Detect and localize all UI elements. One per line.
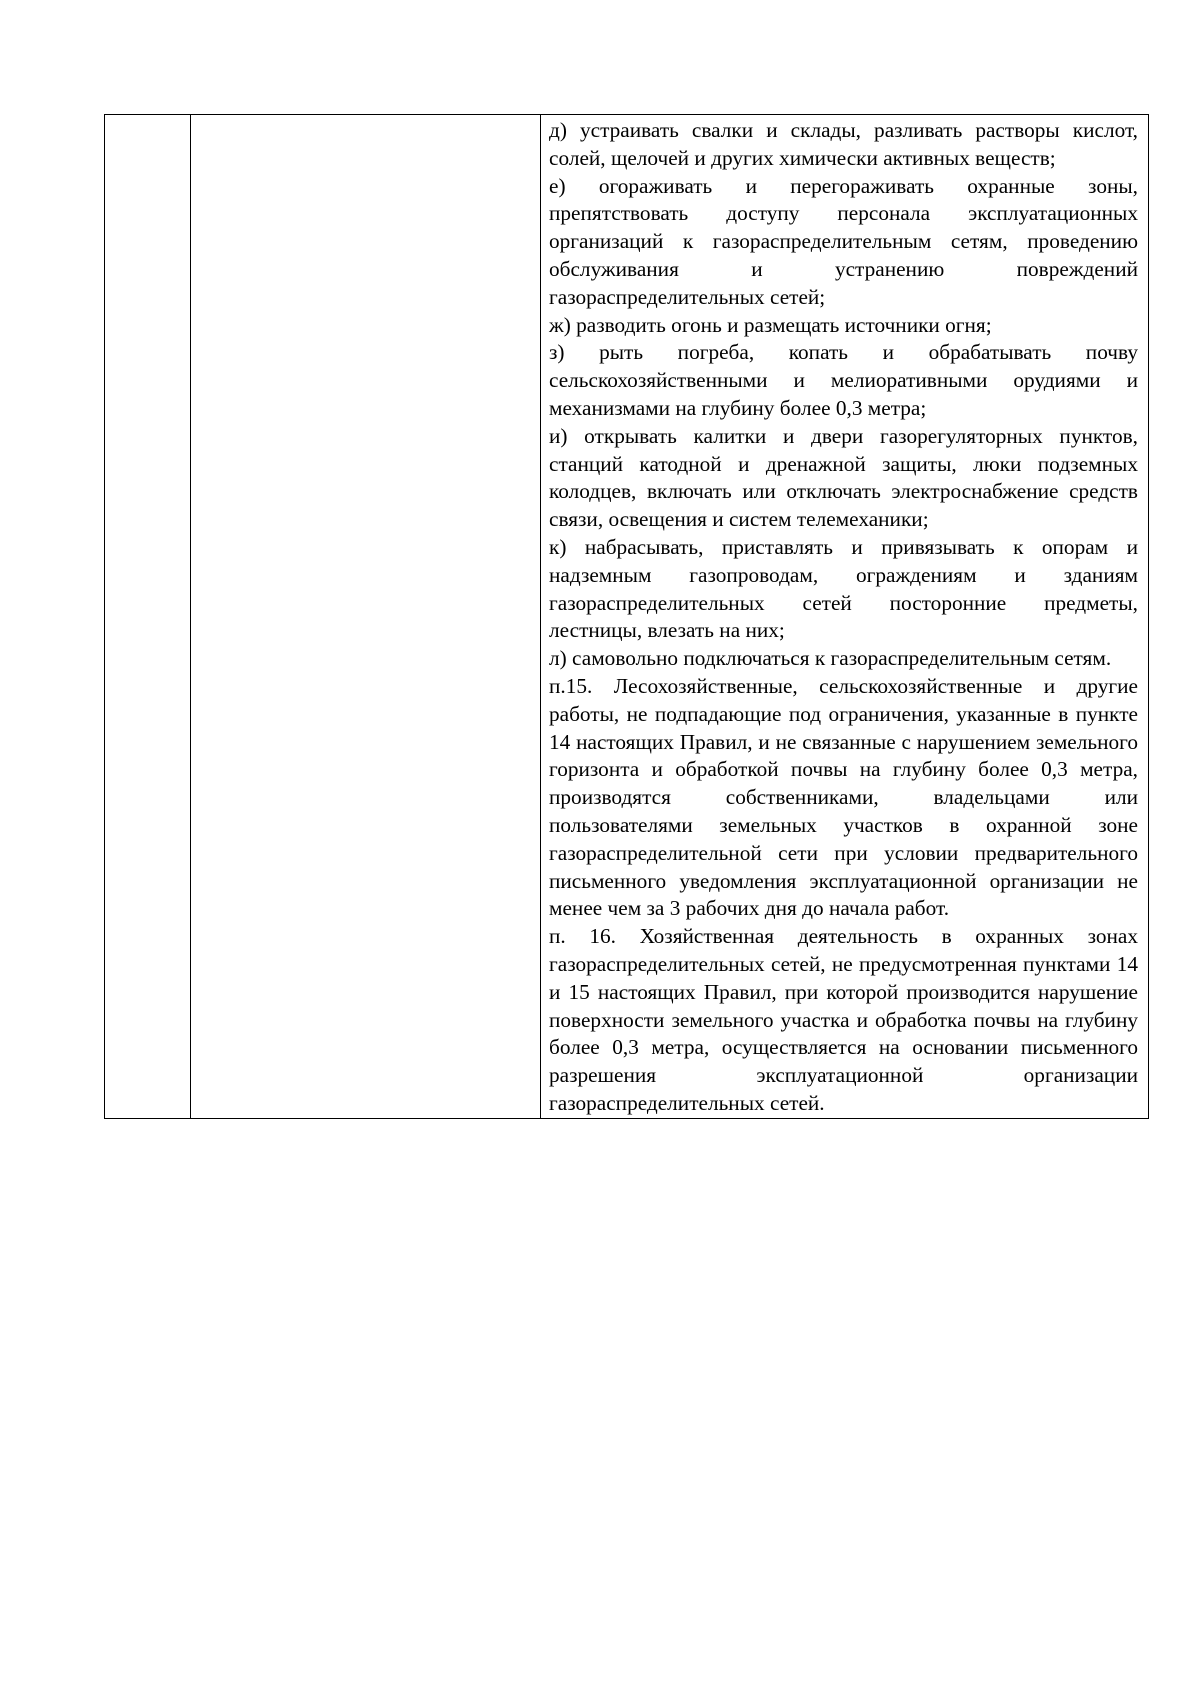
table-row bbox=[105, 115, 1149, 1119]
cell-text-block bbox=[541, 115, 1148, 1118]
paragraph-point-15: п.15. Лесохозяйственные, сельскохозяйственные и другие работы, не подпадающие под ограничения, указанные в пункте 14 настоящих Правил, и не связанные с нарушением земельного горизонта и обработкой почвы на глубину более 0,3 метра, производятся собственниками, владельцами или пользователями земельных участков в охранной зоне газораспределительной сети при условии предварительного письменного уведомления эксплуатационной организации не менее чем за 3 рабочих дня до начала работ. bbox=[549, 673, 1138, 921]
paragraph-k: к) набрасывать, приставлять и привязывать к опорам и надземным газопроводам, ограждениям и зданиям газораспределительных сетей посторонние предметы, лестницы, влезать на них; bbox=[549, 534, 1138, 643]
table-cell-content bbox=[541, 115, 1149, 1119]
paragraph-l: л) самовольно подключаться к газораспределительным сетям. bbox=[549, 646, 1112, 671]
paragraph-z: з) рыть погреба, копать и обрабатывать почву сельскохозяйственными и мелиоративными орудиями и механизмами на глубину более 0,3 метра; bbox=[549, 340, 1138, 420]
table-cell-number bbox=[105, 115, 191, 1119]
paragraph-d: д) устраивать свалки и склады, разливать растворы кислот, солей, щелочей и других химически активных веществ; bbox=[549, 118, 1138, 170]
paragraph-zh: ж) разводить огонь и размещать источники огня; bbox=[549, 312, 992, 337]
paragraph-i: и) открывать калитки и двери газорегуляторных пунктов, станций катодной и дренажной защиты, люки подземных колодцев, включать или отключать электроснабжение средств связи, освещения и систем телемеханики; bbox=[549, 423, 1138, 532]
table-cell-subject bbox=[191, 115, 541, 1119]
paragraph-e: е) огораживать и перегораживать охранные зоны, препятствовать доступу персонала эксплуатационных организаций к газораспределительным сетям, проведению обслуживания и устранению повреждений газораспределительных сетей; bbox=[549, 173, 1138, 309]
document-table bbox=[104, 114, 1149, 1119]
paragraph-point-16: п. 16. Хозяйственная деятельность в охранных зонах газораспределительных сетей, не предусмотренная пунктами 14 и 15 настоящих Правил, при которой производится нарушение поверхности земельного участка и обработка почвы на глубину более 0,3 метра, осуществляется на основании письменного разрешения эксплуатационной организации газораспределительных сетей. bbox=[549, 924, 1138, 1115]
